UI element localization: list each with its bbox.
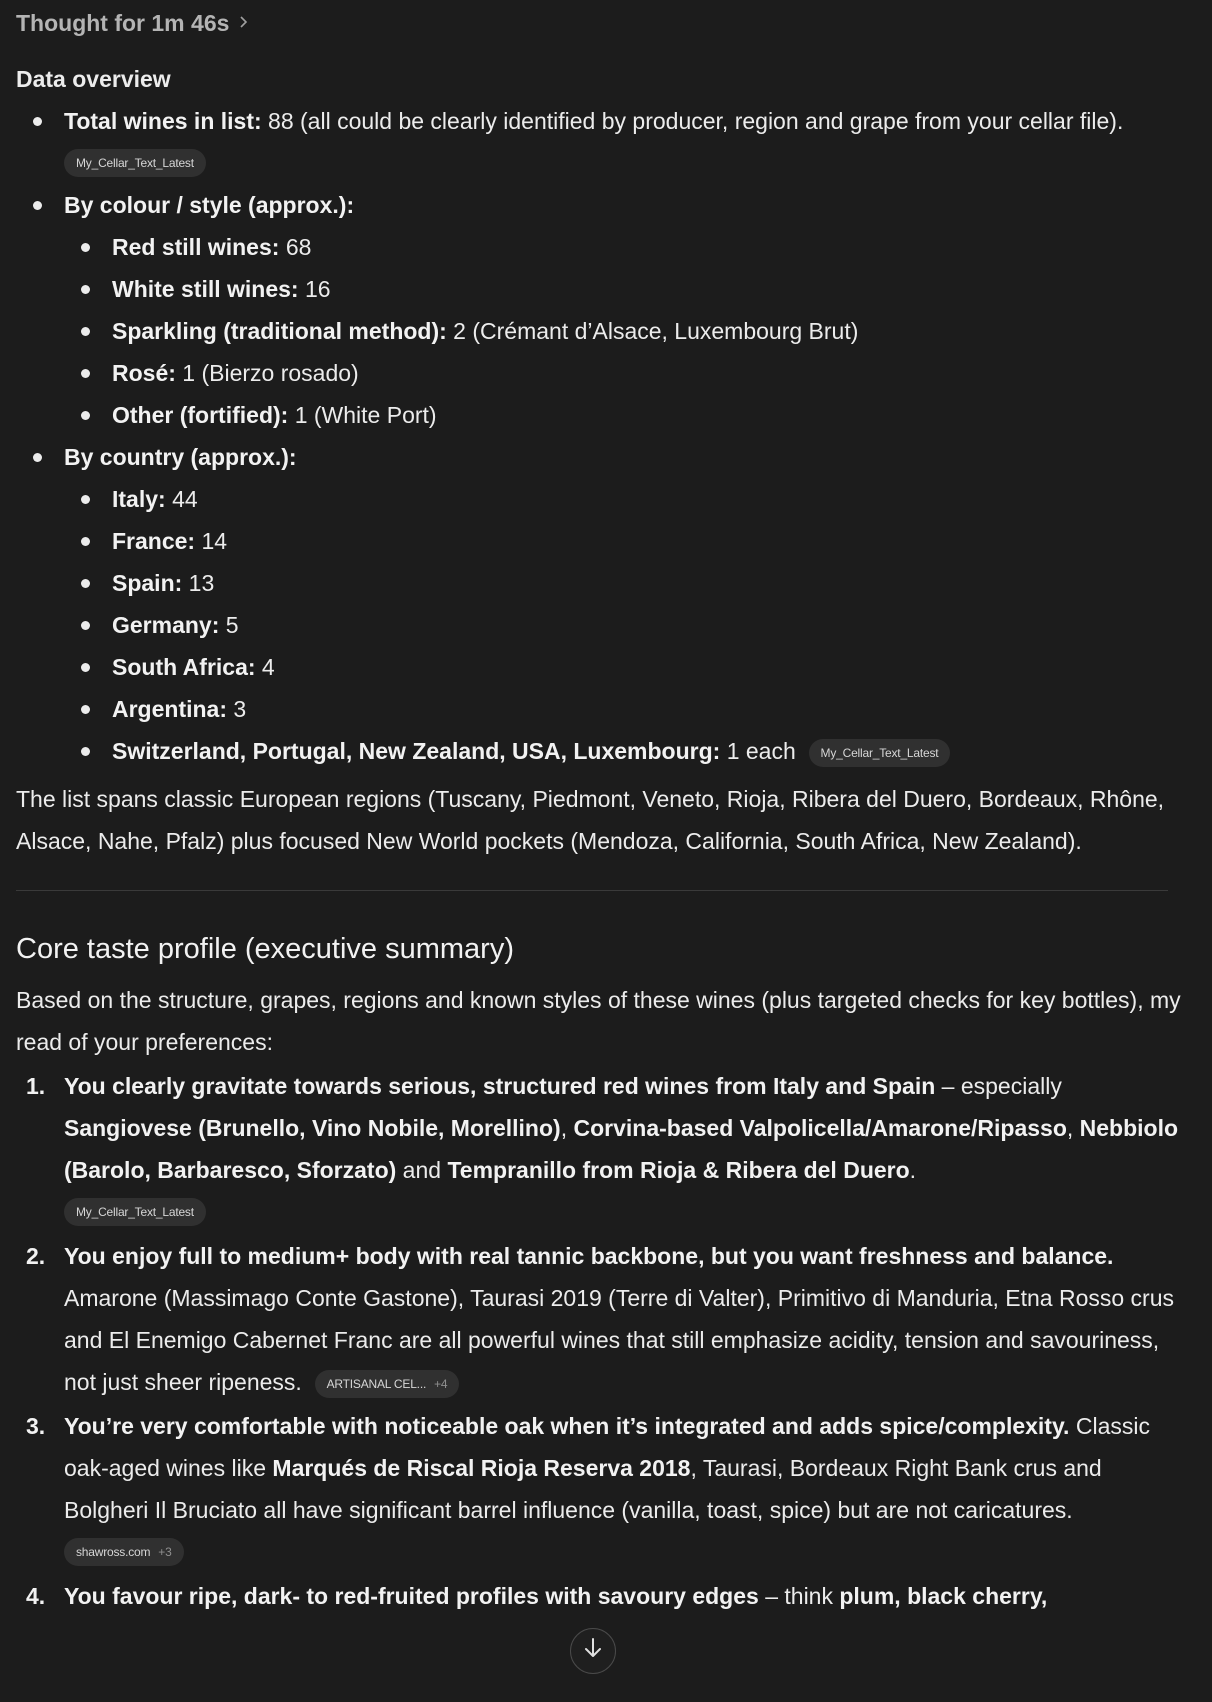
list-item: 4. You favour ripe, dark- to red-fruited profiles with savoury edges – think plum, black cherry, [26,1583,1048,1609]
source-chip[interactable]: My_Cellar_Text_Latest [64,1198,206,1226]
list-item: 3. You’re very comfortable with noticeable oak when it’s integrated and adds spice/complexity. Classic oak-aged wines like Marqués de Riscal Rioja Reserva 2018, Taurasi, Bordeaux Right Bank crus and Bolgheri Il Bruciato all have significant barrel influence (vanilla, toast, spice) but are not caricatures. shawross.com +3 [16,1405,1186,1573]
source-chip[interactable]: ARTISANAL CEL... +4 [315,1370,460,1398]
list-item: Total wines in list: 88 (all could be clearly identified by producer, region and grape from your cellar file). My_Cellar_Text_Latest [16,100,1186,184]
list-item: Other (fortified): 1 (White Port) [64,394,1186,436]
colour-list [64,226,1186,436]
source-chip[interactable]: My_Cellar_Text_Latest [64,149,206,177]
core-intro: Based on the structure, grapes, regions and known styles of these wines (plus targeted checks for key bottles), my read of your preferences: [16,987,1181,1055]
country-list [64,478,1186,772]
thought-label: Thought for 1m 46s [16,10,230,36]
list-item: Italy: 44 [64,478,1186,520]
arrow-down-icon [583,1630,603,1672]
list-item: 2. You enjoy full to medium+ body with real tannic backbone, but you want freshness and balance. Amarone (Massimago Conte Gastone), Taurasi 2019 (Terre di Valter), Primitivo di Manduria, Etna Rosso crus and El Enemigo Cabernet Franc are all powerful wines that still emphasize acidity, tension and savouriness, not just sheer ripeness. ARTISANAL CEL... +4 [16,1235,1186,1403]
source-chip[interactable]: shawross.com +3 [64,1538,184,1566]
source-chip[interactable]: My_Cellar_Text_Latest [809,739,951,767]
list-item: Sparkling (traditional method): 2 (Crémant d’Alsace, Luxembourg Brut) [64,310,1186,352]
core-profile-heading: Core taste profile (executive summary) [16,933,514,965]
profile-list [16,1065,1186,1617]
list-item: By country (approx.): Italy: 44 France: 14 Spain: 13 Germany: 5 South Africa: 4 Argentina: 3 Switzerland, Portugal, New Zealand, USA, Luxembourg: 1 each My_Cellar_Text_Latest [16,436,1186,772]
list-item: Spain: 13 [64,562,1186,604]
list-item: South Africa: 4 [64,646,1186,688]
overview-summary: The list spans classic European regions (Tuscany, Piedmont, Veneto, Rioja, Ribera del Duero, Bordeaux, Rhône, Alsace, Nahe, Pfalz) plus focused New World pockets (Mendoza, California, South Africa, New Zealand). [16,786,1165,854]
divider [16,890,1168,891]
chevron-right-icon [239,2,249,44]
thought-toggle[interactable] [16,0,1186,46]
chat-message [16,0,1186,1617]
list-item: Switzerland, Portugal, New Zealand, USA, Luxembourg: 1 each My_Cellar_Text_Latest [64,730,1186,772]
list-item: White still wines: 16 [64,268,1186,310]
list-item: By colour / style (approx.): Red still wines: 68 White still wines: 16 Sparkling (traditional method): 2 (Crémant d’Alsace, Luxembourg Brut) Rosé: 1 (Bierzo rosado) Other (fortified): 1 (White Port) [16,184,1186,436]
overview-list [16,100,1186,772]
list-item: Red still wines: 68 [64,226,1186,268]
list-item: France: 14 [64,520,1186,562]
data-overview-heading: Data overview [16,66,171,92]
list-item: 1. You clearly gravitate towards serious, structured red wines from Italy and Spain – especially Sangiovese (Brunello, Vino Nobile, Morellino), Corvina-based Valpolicella/Amarone/Ripasso, Nebbiolo (Barolo, Barbaresco, Sforzato) and Tempranillo from Rioja & Ribera del Duero. My_Cellar_Text_Latest [16,1065,1186,1233]
list-item: Rosé: 1 (Bierzo rosado) [64,352,1186,394]
list-item: Germany: 5 [64,604,1186,646]
list-item: Argentina: 3 [64,688,1186,730]
scroll-to-bottom-button[interactable] [570,1628,616,1674]
